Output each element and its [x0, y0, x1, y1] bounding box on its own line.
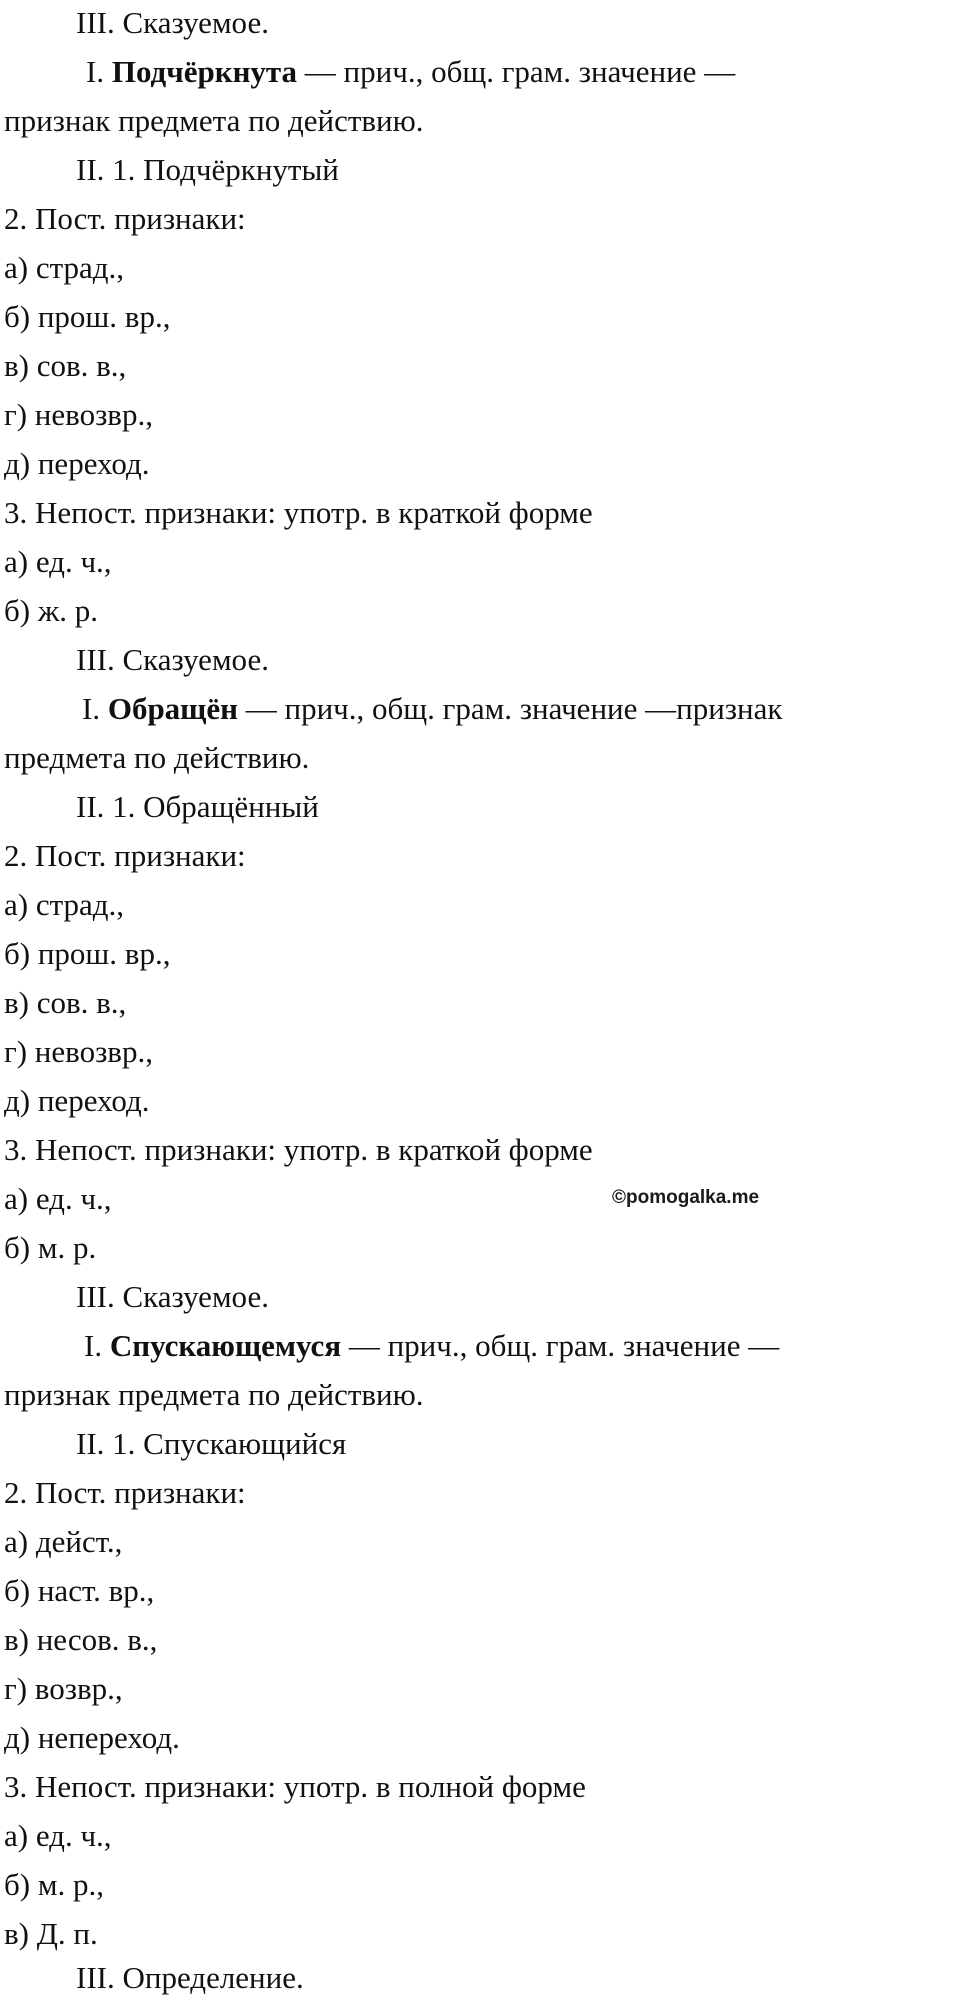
text-line: II. 1. Спускающийся: [76, 1426, 347, 1461]
text-line: а) дейст.,: [4, 1524, 123, 1559]
text-line: II. 1. Подчёркнутый: [76, 152, 339, 187]
text-line: 2. Пост. признаки:: [4, 201, 246, 236]
text-line: б) м. р.: [4, 1230, 97, 1265]
text-line: предмета по действию.: [4, 740, 310, 775]
text-line: 3. Непост. признаки: употр. в краткой форме: [4, 1132, 593, 1167]
text-line: а) страд.,: [4, 887, 125, 922]
text-line: б) прош. вр.,: [4, 299, 171, 334]
line-text: — прич., общ. грам. значение —: [297, 54, 736, 89]
line-text: — прич., общ. грам. значение —признак: [237, 691, 783, 726]
text-line: III. Сказуемое.: [76, 642, 269, 677]
text-line: а) страд.,: [4, 250, 125, 285]
analyzed-word: Обращён: [107, 691, 238, 726]
text-line: [86, 52, 735, 92]
text-line: III. Определение.: [76, 1960, 304, 1995]
text-line: а) ед. ч.,: [4, 1181, 112, 1216]
text-line: в) сов. в.,: [4, 348, 127, 383]
text-line: в) сов. в.,: [4, 985, 127, 1020]
text-line: г) возвр.,: [4, 1671, 123, 1706]
line-prefix: I.: [82, 691, 108, 726]
text-line: [84, 1326, 779, 1366]
text-line: [82, 689, 782, 729]
text-line: в) несов. в.,: [4, 1622, 158, 1657]
watermark: ©pomogalka.me: [612, 1187, 760, 1208]
text-line: б) наст. вр.,: [4, 1573, 155, 1608]
text-line: д) переход.: [4, 1083, 150, 1118]
text-line: III. Сказуемое.: [76, 5, 269, 40]
text-line: II. 1. Обращённый: [76, 789, 319, 824]
text-line: 3. Непост. признаки: употр. в краткой форме: [4, 495, 593, 530]
text-line: г) невозвр.,: [4, 1034, 153, 1069]
analyzed-word: Подчёркнута: [111, 54, 298, 89]
text-line: признак предмета по действию.: [4, 103, 424, 138]
text-line: д) непереход.: [4, 1720, 180, 1755]
analyzed-word: Спускающемуся: [109, 1328, 342, 1363]
line-prefix: I.: [84, 1328, 110, 1363]
text-line: 2. Пост. признаки:: [4, 838, 246, 873]
text-line: б) ж. р.: [4, 593, 99, 628]
text-line: а) ед. ч.,: [4, 544, 112, 579]
text-line: д) переход.: [4, 446, 150, 481]
text-line: 3. Непост. признаки: употр. в полной форме: [4, 1769, 586, 1804]
text-line: признак предмета по действию.: [4, 1377, 424, 1412]
line-prefix: I.: [86, 54, 112, 89]
text-line: а) ед. ч.,: [4, 1818, 112, 1853]
text-line: III. Сказуемое.: [76, 1279, 269, 1314]
text-line: б) м. р.,: [4, 1867, 104, 1902]
text-line: 2. Пост. признаки:: [4, 1475, 246, 1510]
text-line: г) невозвр.,: [4, 397, 153, 432]
text-line: в) Д. п.: [4, 1916, 98, 1951]
text-line: б) прош. вр.,: [4, 936, 171, 971]
line-text: — прич., общ. грам. значение —: [341, 1328, 780, 1363]
